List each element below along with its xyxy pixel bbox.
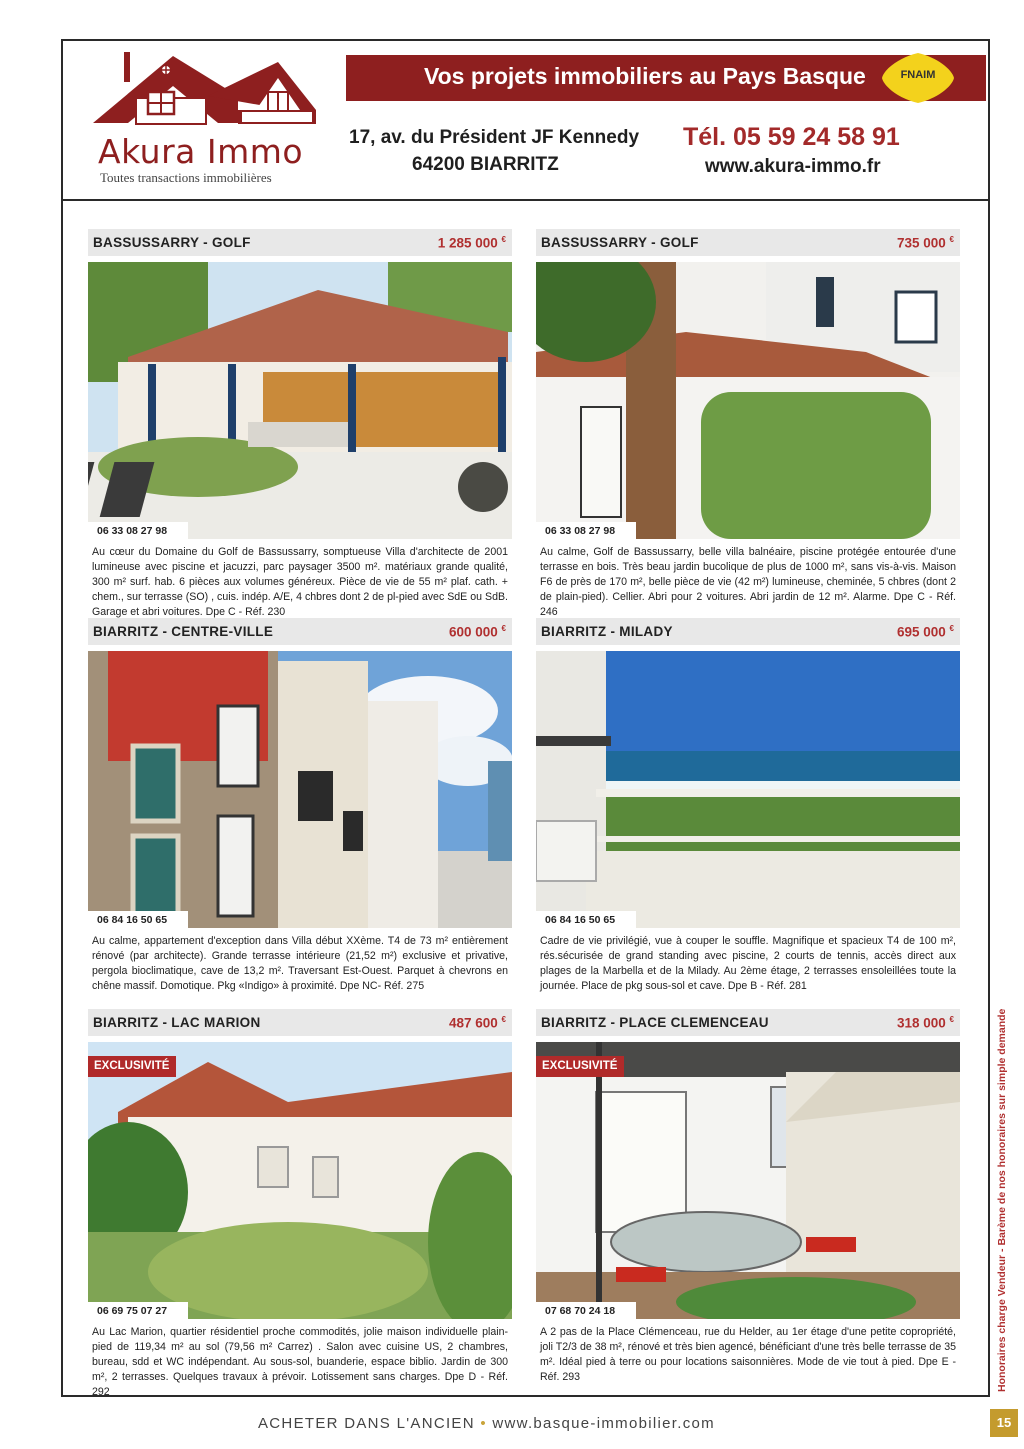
listing-title: BIARRITZ - CENTRE-VILLE — [93, 624, 274, 639]
banner-title: Vos projets immobiliers au Pays Basque — [424, 63, 866, 89]
listing-photo[interactable] — [88, 651, 512, 928]
listing-photo[interactable] — [536, 1042, 960, 1319]
page-footer — [258, 1415, 715, 1432]
listing-description: Cadre de vie privilégié, vue à couper le souffle. Magnifique et spacieux T4 de 100 m², rés.sécurisée de grand standing avec piscine, 2 courts de tennis, accès direct aux plages de la Marbella et de la Milady. Au 2ème étage, 2 terrasses ensoleillées toute la journée. Place de pkg sous-sol et cave. Dpe B - Réf. 281 — [540, 935, 956, 992]
house-logo-icon — [88, 48, 318, 132]
header-divider — [61, 199, 990, 201]
listing-header — [88, 1009, 512, 1036]
exclusive-badge: EXCLUSIVITÉ — [88, 1056, 176, 1077]
listing-price: 735 000 € — [896, 235, 954, 251]
listing-contact-phone: 06 84 16 50 65 — [88, 911, 188, 928]
akura-logo — [88, 48, 318, 188]
town-villa-photo — [88, 651, 512, 928]
listing-price: 695 000 € — [896, 624, 954, 640]
footer-text: ACHETER DANS L'ANCIEN — [258, 1415, 475, 1432]
listing-contact-phone: 06 84 16 50 65 — [536, 911, 636, 928]
listing-header — [88, 618, 512, 645]
exclusive-badge: EXCLUSIVITÉ — [536, 1056, 624, 1077]
fnaim-label: FNAIM — [900, 69, 936, 81]
listing-header — [536, 1009, 960, 1036]
listing-photo[interactable] — [536, 651, 960, 928]
fnaim-badge — [880, 51, 956, 105]
logo-tagline: Toutes transactions immobilières — [100, 170, 272, 185]
listing-description: Au cœur du Domaine du Golf de Bassussarry, somptueuse Villa d'architecte de 2001 lumineuse avec piscine et jacuzzi, parc paysager 3500 m². matériaux grande qualité, 300 m² surf. hab. 6 pièces aux volumes généreux. Pièce de vie de 55 m² plaf. cath. + chem., sur terrasse (SO) , cuis. indép. A/E, 4 chbres dont 2 de pl-pied avec SdE ou SdB. Garage et abri voitures. Dpe C - Réf. 230 — [92, 546, 508, 618]
address-line-2: 64200 BIARRITZ — [412, 154, 559, 175]
ocean-view-terrace-photo — [536, 651, 960, 928]
listing-price: 318 000 € — [896, 1015, 954, 1031]
listing-price: 1 285 000 € — [437, 235, 506, 251]
logo-name: Akura Immo — [98, 132, 304, 171]
listing-title: BASSUSSARRY - GOLF — [541, 235, 699, 250]
listing-title: BIARRITZ - LAC MARION — [93, 1015, 261, 1030]
agency-website-link[interactable]: www.akura-immo.fr — [705, 156, 881, 177]
listing-title: BIARRITZ - MILADY — [541, 624, 673, 639]
header-banner — [346, 55, 986, 101]
terrace-table-photo — [536, 1042, 960, 1319]
listing-price: 600 000 € — [448, 624, 506, 640]
listing-description: Au calme, appartement d'exception dans Villa début XXème. T4 de 73 m² entièrement rénové (par architecte). Grande terrasse intérieure (21,52 m²) exclusive et privative, pergola bioclimatique, cave de 13,2 m². Traversant Est-Ouest. Parquet à chevrons en chêne massif. Domotique. Pkg «Indigo» à proximité. Dpe NC- Réf. 275 — [92, 935, 508, 992]
listing-contact-phone: 06 33 08 27 98 — [536, 522, 636, 539]
listing-header — [536, 618, 960, 645]
listing-title: BASSUSSARRY - GOLF — [93, 235, 251, 250]
listing-photo[interactable] — [88, 1042, 512, 1319]
house-garden-photo — [88, 1042, 512, 1319]
footer-website-link[interactable]: www.basque-immobilier.com — [492, 1415, 715, 1432]
listing-description: Au calme, Golf de Bassussarry, belle villa balnéaire, piscine protégée entourée d'une terrasse en bois. Très beau jardin bucolique de plus de 1000 m², sans vis-à-vis. Maison F6 de près de 170 m², belle pièce de vie (42 m²) lumineuse, cheminée, 5 chbres (dont 2 de plain-pied). Cellier. Abri pour 2 voitures. Abri jardin de 12 m². Alarme. Dpe C - Réf. 246 — [540, 546, 956, 618]
footer-separator: • — [480, 1415, 487, 1432]
villa-pool-photo — [88, 262, 512, 539]
listing-header — [536, 229, 960, 256]
page-number: 15 — [990, 1409, 1018, 1437]
listing-contact-phone: 07 68 70 24 18 — [536, 1302, 636, 1319]
listing-description: A 2 pas de la Place Clémenceau, rue du Helder, au 1er étage d'une petite copropriété, joli T2/3 de 38 m², rénové et très bien agencé, bénéficiant d'une très belle terrasse de 35 m². Idéal pied à terre ou pour locations saisonnières. Mode de vie tout à pied. Dpe E - Réf. 293 — [540, 1326, 956, 1383]
listing-price: 487 600 € — [448, 1015, 506, 1031]
listing-contact-phone: 06 33 08 27 98 — [88, 522, 188, 539]
listing-title: BIARRITZ - PLACE CLEMENCEAU — [541, 1015, 769, 1030]
listing-description: Au Lac Marion, quartier résidentiel proche commodités, jolie maison individuelle plain-pied de 119,34 m² au sol (79,56 m² Carrez) . Salon avec cuisine US, 2 chambres, bureau, sdd et WC indépendant. Au sous-sol, buanderie, espace biblio. Jardin de 300 m², 2 terrasses. Quelques travaux à prévoir. Lotissement sans charges. Dpe D - Réf. 292 — [92, 1326, 508, 1398]
listing-header — [88, 229, 512, 256]
listing-photo[interactable] — [88, 262, 512, 539]
listing-contact-phone: 06 69 75 07 27 — [88, 1302, 188, 1319]
address-line-1: 17, av. du Président JF Kennedy — [349, 127, 640, 148]
listing-photo[interactable] — [536, 262, 960, 539]
fees-note: Honoraires charge Vendeur - Barème de nos honoraires sur simple demande — [996, 1008, 1008, 1392]
basque-villa-photo — [536, 262, 960, 539]
agency-phone[interactable]: Tél. 05 59 24 58 91 — [683, 123, 900, 151]
